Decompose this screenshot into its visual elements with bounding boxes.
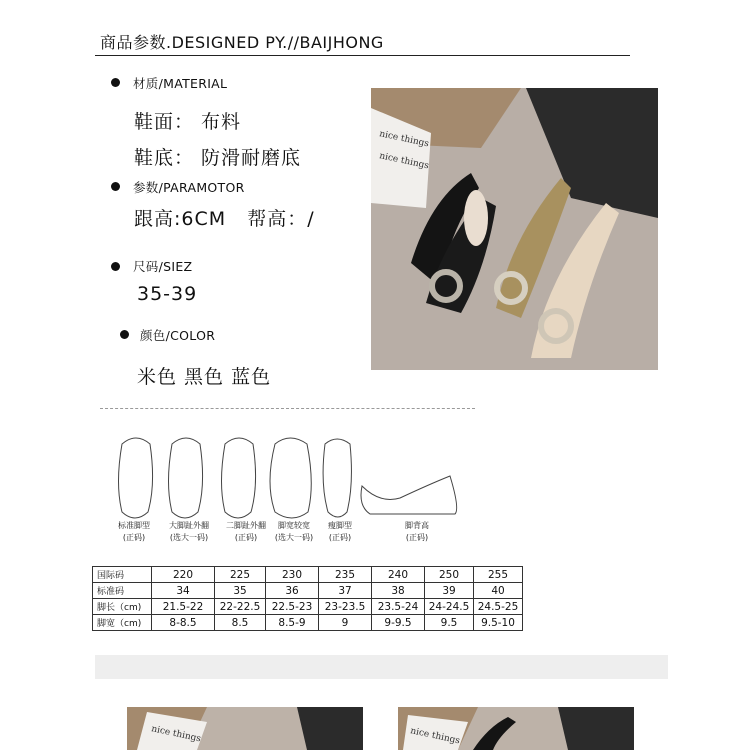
color-label: 颜色/COLOR xyxy=(140,328,216,343)
foot-type-name: 脚背高 xyxy=(405,521,429,530)
foot-outline xyxy=(270,438,311,518)
foot-type-name: 脚宽较宽 xyxy=(278,521,310,530)
table-cell: 240 xyxy=(372,567,425,583)
table-cell: 37 xyxy=(319,583,372,599)
table-cell: 24.5-25 xyxy=(474,599,523,615)
table-cell: 8.5 xyxy=(215,615,266,631)
table-cell: 34 xyxy=(152,583,215,599)
foot-outline xyxy=(323,439,351,517)
table-cell: 35 xyxy=(215,583,266,599)
foot-type-note: (选大一码) xyxy=(274,533,314,542)
table-cell: 220 xyxy=(152,567,215,583)
table-row-label: 国际码 xyxy=(93,567,152,583)
table-row xyxy=(93,583,523,599)
table-cell: 250 xyxy=(425,567,474,583)
params-value: 跟高:6CM 帮高：/ xyxy=(134,208,315,230)
color-value: 米色 黑色 蓝色 xyxy=(137,366,272,388)
size-label: 尺码/SIEZ xyxy=(133,259,193,274)
foot-type-note: (正码) xyxy=(405,533,429,542)
table-cell: 36 xyxy=(266,583,319,599)
foot-type-note: (选大一码) xyxy=(169,533,209,542)
size-table xyxy=(92,566,523,631)
material-label: 材质/MATERIAL xyxy=(133,76,228,91)
table-cell: 9.5 xyxy=(425,615,474,631)
table-row-label: 脚长（cm) xyxy=(93,599,152,615)
foot-type-note: (正码) xyxy=(234,533,258,542)
table-cell: 38 xyxy=(372,583,425,599)
booklet-text: nice things xyxy=(378,129,430,150)
foot-type-note: (正码) xyxy=(328,533,352,542)
table-cell: 9-9.5 xyxy=(372,615,425,631)
foot-outline xyxy=(361,476,457,514)
table-cell: 230 xyxy=(266,567,319,583)
table-cell: 255 xyxy=(474,567,523,583)
table-row-label: 标准码 xyxy=(93,583,152,599)
foot-outline xyxy=(169,438,203,518)
table-cell: 23.5-24 xyxy=(372,599,425,615)
table-cell: 22-22.5 xyxy=(215,599,266,615)
foot-type-note: (正码) xyxy=(122,533,146,542)
table-cell: 40 xyxy=(474,583,523,599)
table-row xyxy=(93,599,523,615)
table-cell: 8.5-9 xyxy=(266,615,319,631)
table-cell: 9 xyxy=(319,615,372,631)
bullet-icon xyxy=(111,78,120,87)
table-row xyxy=(93,615,523,631)
foot-type-name: 标准脚型 xyxy=(118,521,150,530)
foot-type-name: 瘦脚型 xyxy=(328,521,352,530)
foot-outline xyxy=(222,438,256,518)
booklet-text: nice things xyxy=(378,151,430,172)
foot-type-diagram xyxy=(100,408,478,543)
bullet-icon xyxy=(111,262,120,271)
product-photo-preview xyxy=(398,707,634,750)
params-label: 参数/PARAMOTOR xyxy=(133,180,245,195)
table-row xyxy=(93,567,523,583)
foot-outline xyxy=(119,438,153,518)
section-divider-band xyxy=(95,655,668,679)
material-upper: 鞋面： 布料 xyxy=(134,111,242,133)
material-sole: 鞋底： 防滑耐磨底 xyxy=(134,147,302,169)
table-cell: 235 xyxy=(319,567,372,583)
size-value: 35-39 xyxy=(137,283,198,305)
header-divider xyxy=(95,55,630,56)
table-cell: 21.5-22 xyxy=(152,599,215,615)
booklet-text: nice things xyxy=(409,726,461,747)
table-cell: 9.5-10 xyxy=(474,615,523,631)
foot-type-name: 二脚趾外翻 xyxy=(226,521,266,530)
foot-type-name: 大脚趾外翻 xyxy=(169,521,209,530)
page-title: 商品参数.DESIGNED PY.//BAIJHONG xyxy=(100,33,384,52)
table-cell: 8-8.5 xyxy=(152,615,215,631)
table-cell: 225 xyxy=(215,567,266,583)
bullet-icon xyxy=(111,182,120,191)
product-photo xyxy=(371,88,658,370)
table-cell: 39 xyxy=(425,583,474,599)
table-cell: 22.5-23 xyxy=(266,599,319,615)
bullet-icon xyxy=(120,330,129,339)
booklet-text: nice things xyxy=(150,724,202,745)
table-row-label: 脚宽（cm) xyxy=(93,615,152,631)
table-cell: 24-24.5 xyxy=(425,599,474,615)
table-cell: 23-23.5 xyxy=(319,599,372,615)
product-photo-preview xyxy=(127,707,363,750)
